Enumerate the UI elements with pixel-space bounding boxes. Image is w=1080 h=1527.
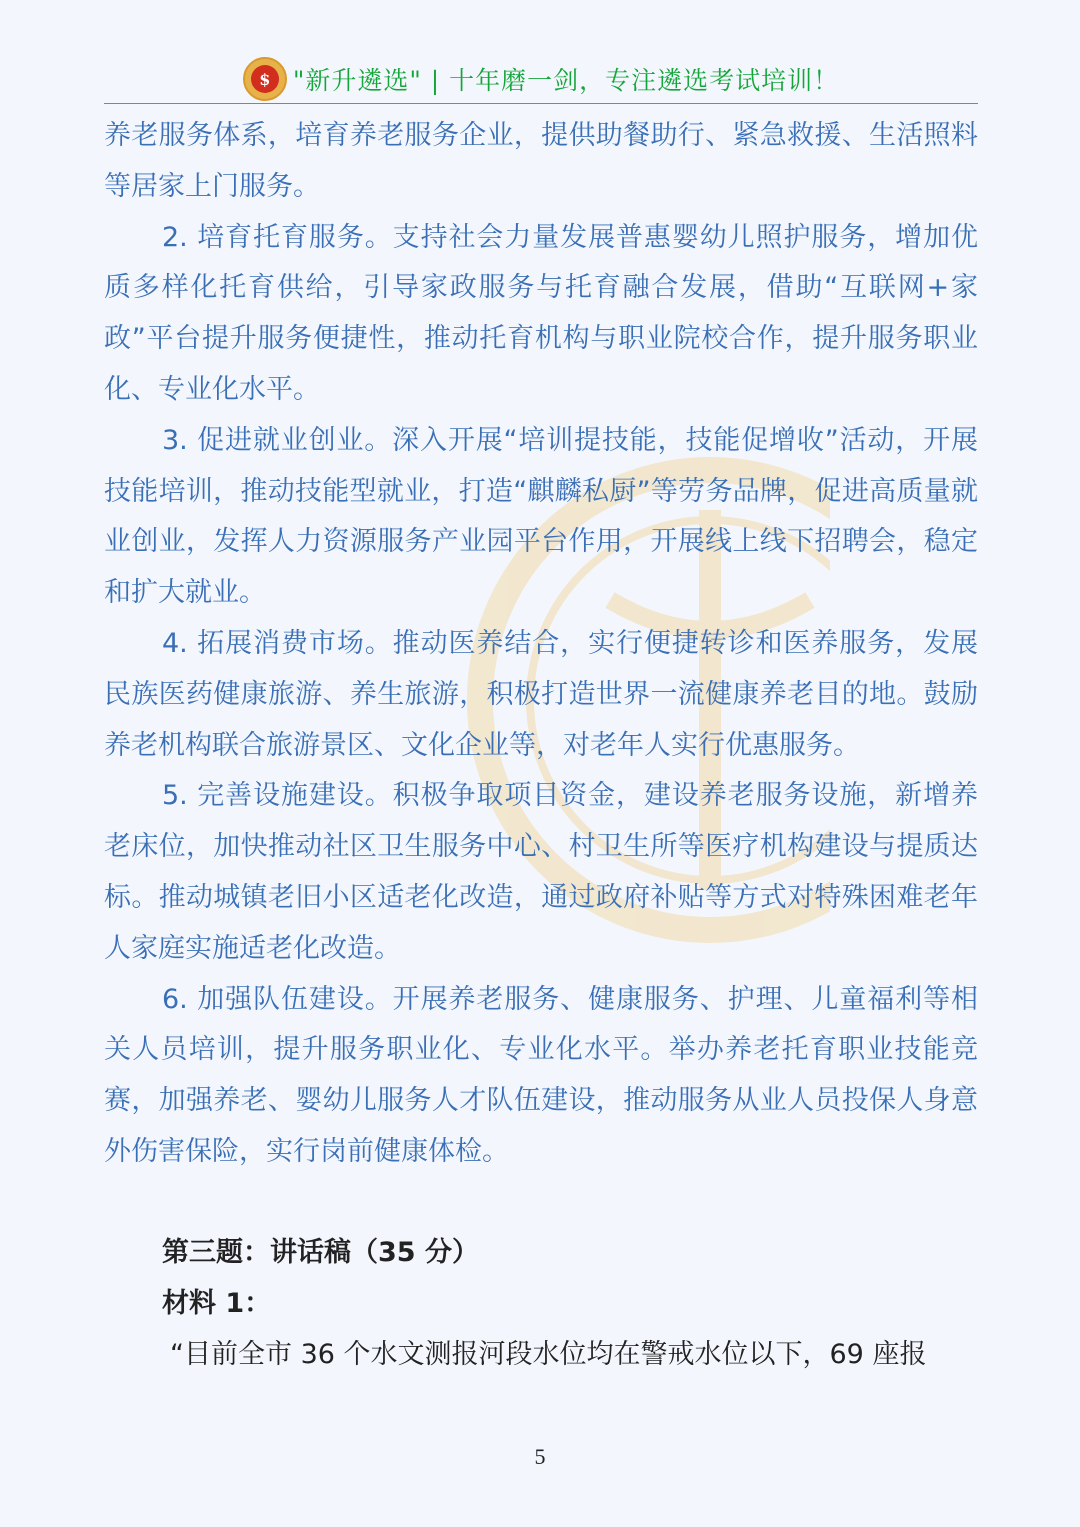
paragraph-continued: 养老服务体系，培育养老服务企业，提供助餐助行、紧急救援、生活照料等居家上门服务。 bbox=[104, 120, 978, 202]
body-text bbox=[104, 111, 978, 1178]
question-title: 第三题：讲话稿（35 分） bbox=[162, 1237, 479, 1268]
page-header bbox=[104, 56, 978, 102]
material-label: 材料 1： bbox=[162, 1287, 272, 1319]
paragraph-item-6: 6. 加强队伍建设。开展养老服务、健康服务、护理、儿童福利等相关人员培训，提升服务职业化、专业化水平。举办养老托育职业技能竞赛，加强养老、婴幼儿服务人才队伍建设，推动服务从业人员投保人身意外伤害保险，实行岗前健康体检。 bbox=[104, 983, 978, 1167]
logo-icon bbox=[243, 57, 287, 101]
header-divider bbox=[104, 103, 978, 104]
paragraph-item-4: 4. 拓展消费市场。推动医养结合，实行便捷转诊和医养服务，发展民族医药健康旅游、养生旅游，积极打造世界一流健康养老目的地。鼓励养老机构联合旅游景区、文化企业等，对老年人实行优惠服务。 bbox=[104, 627, 978, 761]
page-number: 5 bbox=[534, 1444, 546, 1469]
logo-glyph: $ bbox=[251, 65, 279, 93]
paragraph-item-3: 3. 促进就业创业。深入开展“培训提技能，技能促增收”活动，开展技能培训，推动技能型就业，打造“麒麟私厨”等劳务品牌，促进高质量就业创业，发挥人力资源服务产业园平台作用，开展线上线下招聘会，稳定和扩大就业。 bbox=[104, 424, 978, 609]
question-section bbox=[104, 1228, 978, 1380]
material-text: “目前全市 36 个水文测报河段水位均在警戒水位以下，69 座报 bbox=[170, 1338, 927, 1370]
header-slogan: "新升遴选" | 十年磨一剑，专注遴选考试培训！ bbox=[292, 66, 840, 95]
paragraph-item-5: 5. 完善设施建设。积极争取项目资金，建设养老服务设施，新增养老床位，加快推动社区卫生服务中心、村卫生所等医疗机构建设与提质达标。推动城镇老旧小区适老化改造，通过政府补贴等方式对特殊困难老年人家庭实施适老化改造。 bbox=[104, 780, 978, 964]
paragraph-item-2: 2. 培育托育服务。支持社会力量发展普惠婴幼儿照护服务，增加优质多样化托育供给，引导家政服务与托育融合发展，借助“互联网+家政”平台提升服务便捷性，推动托育机构与职业院校合作，提升服务职业化、专业化水平。 bbox=[104, 221, 978, 405]
